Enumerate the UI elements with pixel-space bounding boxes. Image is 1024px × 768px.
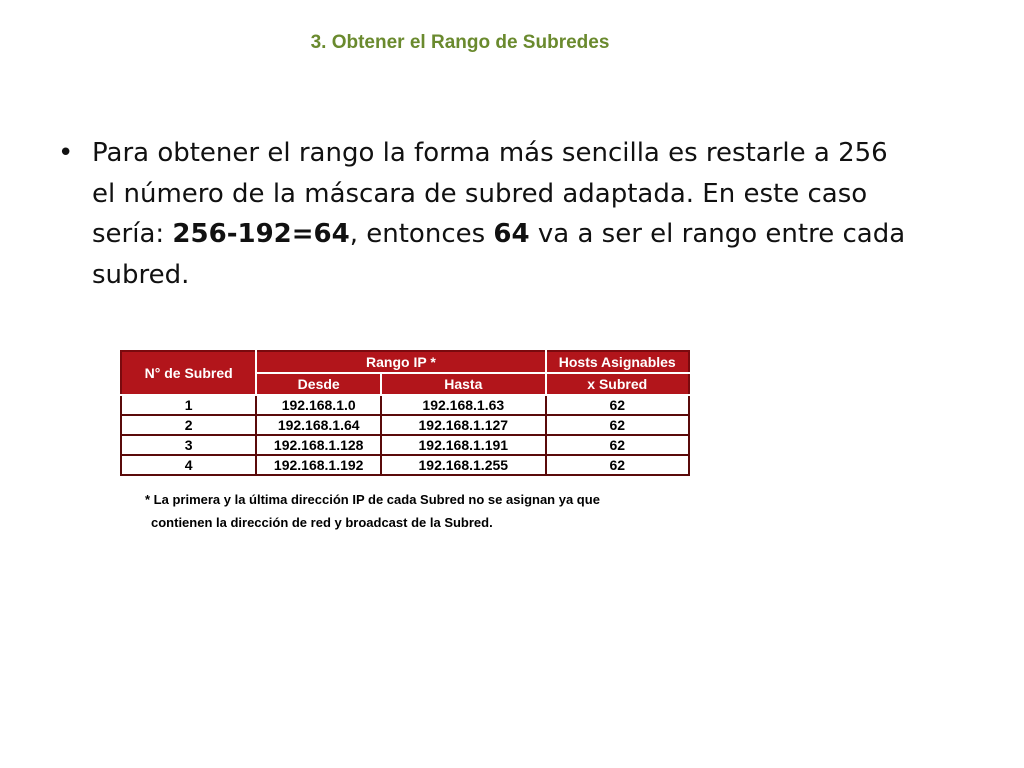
cell-to: 192.168.1.255 — [381, 455, 545, 475]
bullet-bold-calculation: 256-192=64 — [172, 219, 350, 249]
cell-hosts: 62 — [546, 455, 690, 475]
cell-from: 192.168.1.64 — [256, 415, 381, 435]
footnote-line-1: * La primera y la última dirección IP de cada Subred no se asignan ya que — [145, 492, 600, 507]
bullet-text-part-1: Para obtener el rango la forma más sencilla es restarle a 256 el número de la máscara de subred adaptada. En este caso sería: — [92, 138, 888, 249]
cell-hosts: 62 — [546, 415, 690, 435]
bullet-text-part-3: va a ser el rango entre cada subred. — [92, 219, 906, 290]
cell-to: 192.168.1.127 — [381, 415, 545, 435]
table-footnote — [145, 488, 705, 534]
cell-hosts: 62 — [546, 395, 690, 415]
header-hosts-line1: Hosts Asignables — [546, 351, 690, 373]
footnote-line-2: contienen la dirección de red y broadcast de la Subred. — [151, 515, 493, 530]
cell-hosts: 62 — [546, 435, 690, 455]
cell-subnet-number: 2 — [121, 415, 256, 435]
header-from: Desde — [256, 373, 381, 395]
cell-subnet-number: 4 — [121, 455, 256, 475]
cell-subnet-number: 1 — [121, 395, 256, 415]
cell-from: 192.168.1.128 — [256, 435, 381, 455]
header-subnet-number: N° de Subred — [121, 351, 256, 395]
table-row — [121, 455, 689, 475]
subnet-table — [120, 350, 690, 476]
bullet-dot-icon: • — [58, 138, 74, 168]
cell-to: 192.168.1.191 — [381, 435, 545, 455]
cell-from: 192.168.1.0 — [256, 395, 381, 415]
bullet-paragraph — [58, 133, 918, 295]
table-row — [121, 435, 689, 455]
header-ip-range: Rango IP * — [256, 351, 545, 373]
bullet-bold-range: 64 — [493, 219, 530, 249]
table-row — [121, 415, 689, 435]
table-row — [121, 395, 689, 415]
cell-from: 192.168.1.192 — [256, 455, 381, 475]
slide-title: 3. Obtener el Rango de Subredes — [310, 32, 610, 53]
header-hosts-line2: x Subred — [546, 373, 690, 395]
header-to: Hasta — [381, 373, 545, 395]
cell-to: 192.168.1.63 — [381, 395, 545, 415]
bullet-text-part-2: , entonces — [349, 219, 494, 249]
bullet-text — [92, 133, 918, 295]
cell-subnet-number: 3 — [121, 435, 256, 455]
